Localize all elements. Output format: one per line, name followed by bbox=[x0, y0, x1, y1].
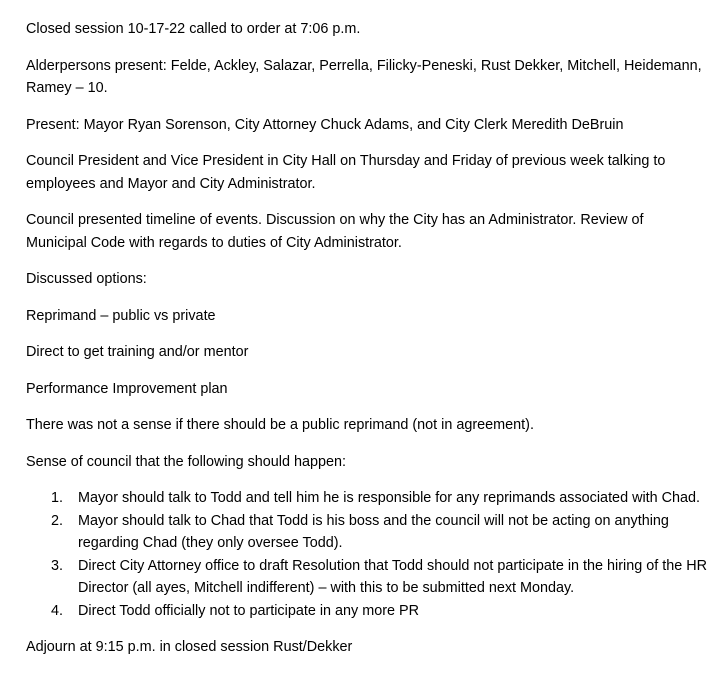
list-item bbox=[26, 510, 708, 555]
discussed-options-heading: Discussed options: bbox=[26, 271, 147, 287]
action-list bbox=[26, 487, 708, 622]
list-item-number: 1. bbox=[51, 490, 64, 506]
list-item-text: Mayor should talk to Chad that Todd is his boss and the council will not be acting on anything regarding Chad (they only oversee Todd). bbox=[78, 512, 669, 551]
list-item-number: 4. bbox=[51, 602, 64, 619]
list-item bbox=[26, 555, 708, 600]
list-item-number: 3. bbox=[51, 557, 64, 574]
alderpersons-present: Alderpersons present: Felde, Ackley, Salazar, Perrella, Filicky-Peneski, Rust Dekker, Mitchell, Heidemann, Ramey – 10. bbox=[26, 57, 702, 96]
sense-heading: Sense of council that the following should happen: bbox=[26, 453, 347, 470]
list-item bbox=[26, 600, 708, 623]
call-to-order-line: Closed session 10-17-22 called to order at 7:06 p.m. bbox=[26, 21, 361, 37]
timeline-note: Council presented timeline of events. Discussion on why the City has an Administrator. Review of Municipal Code with regards to duties of City Administrator. bbox=[26, 212, 644, 251]
council-president-note: Council President and Vice President in City Hall on Thursday and Friday of previous week talking to employees and Mayor and City Administrator. bbox=[26, 153, 666, 192]
list-item-text: Direct Todd officially not to participate in any more PR bbox=[78, 602, 420, 619]
sense-note: There was not a sense if there should be a public reprimand (not in agreement). bbox=[26, 417, 534, 433]
list-item-number: 2. bbox=[51, 512, 64, 529]
list-item-text: Direct City Attorney office to draft Resolution that Todd should not participate in the hiring of the HR Director (all ayes, Mitchell indifferent) – with this to be submitted next Monday. bbox=[78, 557, 708, 596]
others-present: Present: Mayor Ryan Sorenson, City Attorney Chuck Adams, and City Clerk Meredith DeBruin bbox=[26, 116, 624, 133]
option-training: Direct to get training and/or mentor bbox=[26, 344, 249, 360]
list-item bbox=[26, 487, 708, 510]
adjourn-line: Adjourn at 9:15 p.m. in closed session Rust/Dekker bbox=[26, 639, 353, 655]
option-performance-plan: Performance Improvement plan bbox=[26, 380, 228, 397]
list-item-text: Mayor should talk to Todd and tell him he is responsible for any reprimands associated with Chad. bbox=[78, 490, 701, 506]
option-reprimand: Reprimand – public vs private bbox=[26, 307, 216, 324]
